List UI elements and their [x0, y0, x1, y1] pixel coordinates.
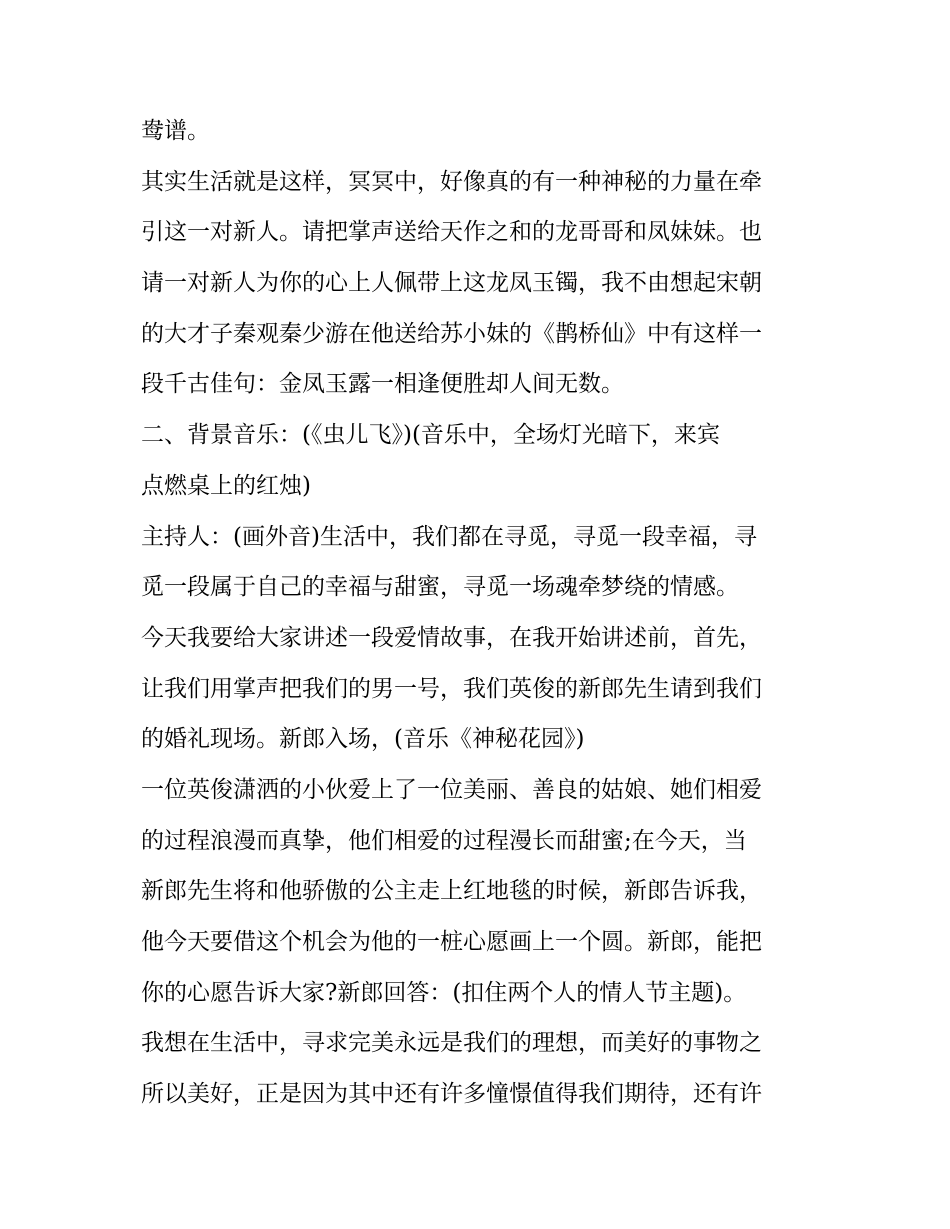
document-body [141, 106, 821, 1120]
text-line: 点燃桌上的红烛) [141, 472, 311, 499]
text-line: 段千古佳句：金凤玉露一相逢便胜却人间无数。 [141, 371, 624, 398]
text-line: 请一对新人为你的心上人佩带上这龙凤玉镯，我不由想起宋朝 [141, 270, 762, 297]
text-line: 的过程浪漫而真挚，他们相爱的过程漫长而甜蜜;在今天，当 [141, 827, 747, 854]
text-line: 他今天要借这个机会为他的一桩心愿画上一个圆。新郎，能把 [141, 929, 762, 955]
text-line: 觅一段属于自己的幸福与甜蜜，寻觅一场魂牵梦绕的情感。 [141, 574, 739, 601]
text-line: 引这一对新人。请把掌声送给天作之和的龙哥哥和凤妹妹。也 [141, 219, 762, 246]
text-line: 其实生活就是这样，冥冥中，好像真的有一种神秘的力量在牵 [141, 168, 762, 195]
text-line: 我想在生活中，寻求完美永远是我们的理想，而美好的事物之 [141, 1030, 762, 1057]
text-line: 主持人：(画外音)生活中，我们都在寻觅，寻觅一段幸福，寻 [141, 523, 757, 550]
text-line: 一位英俊潇洒的小伙爱上了一位美丽、善良的姑娘、她们相爱 [141, 776, 762, 803]
text-line: 今天我要给大家讲述一段爱情故事，在我开始讲述前，首先， [141, 624, 762, 651]
text-line: 让我们用掌声把我们的男一号，我们英俊的新郎先生请到我们 [141, 675, 762, 702]
text-line: 所以美好，正是因为其中还有许多憧憬值得我们期待，还有许 [141, 1081, 762, 1108]
text-line: 鸯谱。 [141, 118, 210, 144]
text-line: 的大才子秦观秦少游在他送给苏小妹的《鹊桥仙》中有这样一 [141, 320, 762, 347]
text-line: 二、背景音乐：(《虫儿飞》)(音乐中，全场灯光暗下，来宾 [141, 422, 720, 449]
text-line: 的婚礼现场。新郎入场，(音乐《神秘花园》) [141, 726, 585, 753]
text-line: 新郎先生将和他骄傲的公主走上红地毯的时候，新郎告诉我， [141, 878, 762, 905]
text-line: 你的心愿告诉大家?新郎回答：(扣住两个人的情人节主题)。 [141, 979, 747, 1006]
